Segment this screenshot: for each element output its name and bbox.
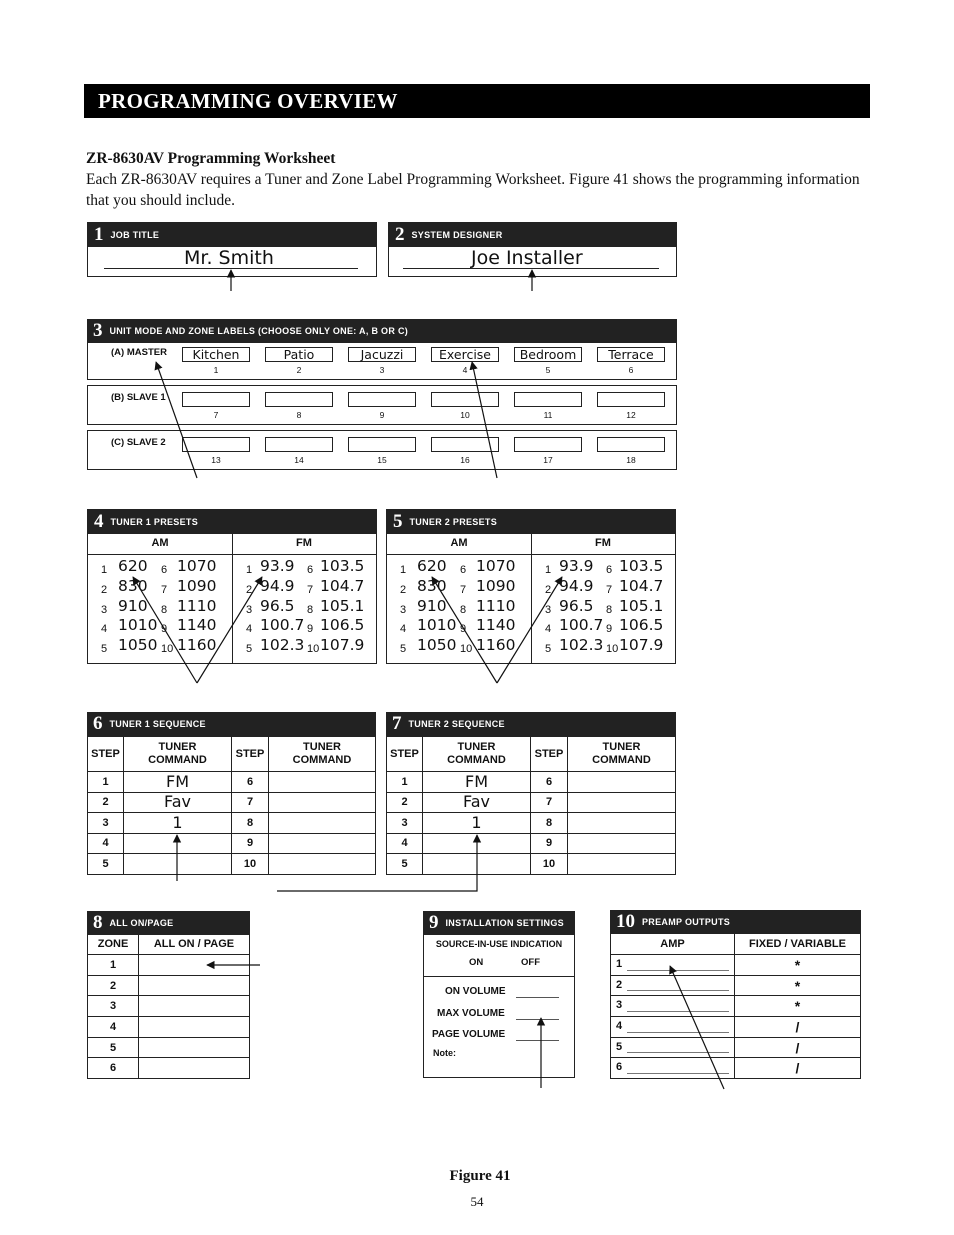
zone-number: 3 xyxy=(379,365,385,375)
master-label: (A) MASTER xyxy=(111,347,167,358)
preset-number: 9 xyxy=(460,623,467,636)
preset-value[interactable]: 1160 xyxy=(177,636,217,655)
step-number: 2 xyxy=(387,792,423,813)
zone-number: 15 xyxy=(377,455,387,465)
preset-number: 3 xyxy=(400,603,407,616)
zone-number: 18 xyxy=(626,455,636,465)
amp-number: 1 xyxy=(616,958,623,970)
preset-value[interactable]: 830 xyxy=(118,576,148,595)
step-number: 7 xyxy=(232,792,269,813)
preset-value[interactable]: 620 xyxy=(417,557,447,575)
preset-value[interactable]: 94.9 xyxy=(559,576,594,595)
on-volume-label: ON VOLUME xyxy=(445,986,506,997)
preset-value[interactable]: 1070 xyxy=(177,557,217,575)
zone-label-box[interactable]: Jacuzzi xyxy=(348,347,416,362)
section-number: 3 xyxy=(93,320,103,341)
zone-number: 9 xyxy=(379,410,385,420)
tuner-command-cell[interactable]: FM xyxy=(423,772,531,793)
step-number: 6 xyxy=(531,772,568,793)
section-number: 5 xyxy=(393,511,403,532)
amp-number: 6 xyxy=(616,1061,623,1074)
arrow-t2-fm xyxy=(497,577,562,683)
zone-label-box[interactable]: Terrace xyxy=(597,347,665,362)
tuner-command-cell[interactable]: FM xyxy=(124,772,232,793)
zone-number: 6 xyxy=(628,365,634,375)
preset-number: 10 xyxy=(161,643,174,656)
tuner1-am-label: AM xyxy=(151,537,169,549)
preset-number: 10 xyxy=(606,643,619,656)
note-label: Note: xyxy=(433,1048,456,1058)
preset-number: 9 xyxy=(606,623,613,636)
zone-number: 7 xyxy=(213,410,219,420)
tuner-command-cell[interactable]: Fav xyxy=(423,792,531,813)
step-header: STEP xyxy=(232,737,269,772)
step-number: 1 xyxy=(387,772,423,793)
amp-number: 5 xyxy=(616,1040,623,1053)
preset-value[interactable]: 107.9 xyxy=(320,636,365,655)
preset-number: 8 xyxy=(307,603,314,616)
zone-number: 8 xyxy=(296,410,302,420)
zone-number: 5 xyxy=(545,365,551,375)
preset-number: 2 xyxy=(101,583,108,596)
preset-value[interactable]: 105.1 xyxy=(619,596,664,615)
command-header-line2: COMMAND xyxy=(148,754,207,766)
section-number: 7 xyxy=(392,713,402,734)
tuner-command-cell[interactable]: Fav xyxy=(124,792,232,813)
arrow-master-label xyxy=(156,362,197,478)
tuner-command-cell[interactable]: 1 xyxy=(124,813,232,834)
preset-value[interactable]: 102.3 xyxy=(559,636,604,655)
section-number: 4 xyxy=(94,511,104,532)
step-header: STEP xyxy=(531,737,568,772)
preset-value[interactable]: 1010 xyxy=(118,616,158,635)
tuner1-fm-label: FM xyxy=(296,537,312,549)
preset-value[interactable]: 1140 xyxy=(476,616,516,635)
zone-number: 4 xyxy=(88,1017,139,1038)
preset-value[interactable]: 105.1 xyxy=(320,596,365,615)
figure-caption: Figure 41 xyxy=(449,1168,511,1184)
section-title: UNIT MODE AND ZONE LABELS (CHOOSE ONLY ONE: A, B OR C) xyxy=(109,326,409,336)
preset-number: 3 xyxy=(101,603,108,616)
preset-number: 2 xyxy=(246,583,253,596)
command-header-line1: TUNER xyxy=(602,741,641,753)
source-in-use-label: SOURCE-IN-USE INDICATION xyxy=(435,939,563,949)
off-option[interactable]: OFF xyxy=(521,957,540,968)
preset-number: 9 xyxy=(161,623,168,636)
section-title: TUNER 1 PRESETS xyxy=(110,517,199,527)
preset-number: 1 xyxy=(246,564,253,576)
section-number: 1 xyxy=(94,224,104,245)
preset-number: 10 xyxy=(460,643,473,656)
preset-value[interactable]: 1110 xyxy=(177,596,217,615)
amp-number: 2 xyxy=(616,978,623,991)
zone-label-box[interactable]: Exercise xyxy=(431,347,499,362)
preset-number: 5 xyxy=(246,643,253,656)
section-number: 2 xyxy=(395,224,405,245)
fixed-variable-cell[interactable]: / xyxy=(735,1017,861,1038)
section-title: INSTALLATION SETTINGS xyxy=(445,918,564,928)
preset-value[interactable]: 620 xyxy=(118,557,148,575)
amp-number: 4 xyxy=(616,1020,623,1033)
preset-number: 4 xyxy=(545,623,552,636)
preset-number: 5 xyxy=(400,643,407,656)
zone-number: 2 xyxy=(296,365,302,375)
zone-number: 11 xyxy=(543,410,553,420)
command-header-line2: COMMAND xyxy=(292,754,352,766)
step-number: 4 xyxy=(88,833,124,854)
preset-value[interactable]: 1010 xyxy=(417,616,457,635)
step-number: 3 xyxy=(88,813,124,834)
preset-number: 8 xyxy=(606,603,613,616)
preset-value[interactable]: 103.5 xyxy=(619,557,664,575)
command-header-line2: COMMAND xyxy=(592,754,651,766)
preset-number: 5 xyxy=(101,643,108,656)
preset-value[interactable]: 830 xyxy=(417,576,447,595)
preset-value[interactable]: 1090 xyxy=(177,576,217,595)
preset-number: 6 xyxy=(161,564,168,576)
zone-number: 10 xyxy=(460,410,470,420)
preset-value[interactable]: 102.3 xyxy=(260,636,305,655)
preset-number: 1 xyxy=(400,564,407,576)
arrow-zone-label xyxy=(472,362,497,478)
slave2-label: (C) SLAVE 2 xyxy=(111,437,166,448)
max-volume-label: MAX VOLUME xyxy=(437,1008,505,1019)
step-header: STEP xyxy=(88,737,124,772)
fixed-variable-cell[interactable]: / xyxy=(735,1037,861,1058)
arrow-seq2 xyxy=(277,835,477,891)
slave1-label: (B) SLAVE 1 xyxy=(111,392,166,403)
zone-number: 4 xyxy=(462,365,468,375)
worksheet-title: ZR-8630AV Programming Worksheet xyxy=(86,150,336,167)
step-number: 8 xyxy=(531,813,568,834)
step-number: 5 xyxy=(387,854,423,875)
zone-number: 14 xyxy=(294,455,304,465)
preset-number: 6 xyxy=(606,564,613,576)
arrow-preamp xyxy=(670,966,724,1089)
section-title: SYSTEM DESIGNER xyxy=(411,230,503,240)
zone-number: 12 xyxy=(626,410,636,420)
section-number: 10 xyxy=(616,911,635,932)
zone-number: 16 xyxy=(460,455,470,465)
zone-number: 5 xyxy=(88,1037,139,1058)
preset-number: 7 xyxy=(606,583,613,596)
preset-value[interactable]: 106.5 xyxy=(619,616,664,635)
tuner2-am-label: AM xyxy=(450,537,468,549)
preset-value[interactable]: 93.9 xyxy=(260,557,295,575)
preset-number: 10 xyxy=(307,643,320,656)
command-header-line1: TUNER xyxy=(158,741,197,753)
preset-value[interactable]: 96.5 xyxy=(559,596,594,615)
zone-number: 13 xyxy=(211,455,221,465)
preset-value[interactable]: 1090 xyxy=(476,576,516,595)
step-number: 2 xyxy=(88,792,124,813)
all-on-page-column-header: ALL ON / PAGE xyxy=(139,933,250,955)
step-header: STEP xyxy=(387,737,423,772)
preset-number: 3 xyxy=(545,603,552,616)
section-title: TUNER 2 PRESETS xyxy=(409,517,498,527)
page-banner: PROGRAMMING OVERVIEW xyxy=(84,84,870,118)
intro-paragraph: Each ZR-8630AV requires a Tuner and Zone Label Programming Worksheet. Figure 41 shows the programming information that you should include. xyxy=(86,171,860,209)
preset-number: 2 xyxy=(400,583,407,596)
zone-label-box[interactable]: Patio xyxy=(265,347,333,362)
step-number: 5 xyxy=(88,854,124,875)
command-header-line2: COMMAND xyxy=(447,754,506,766)
section-title: JOB TITLE xyxy=(110,230,160,240)
fixed-variable-cell[interactable]: * xyxy=(735,955,861,976)
section-number: 9 xyxy=(429,912,439,933)
preset-value[interactable]: 104.7 xyxy=(320,576,365,595)
preset-value[interactable]: 910 xyxy=(118,596,148,615)
preset-value[interactable]: 107.9 xyxy=(619,636,664,655)
preset-value[interactable]: 1050 xyxy=(118,636,158,655)
step-number: 10 xyxy=(531,854,568,875)
section-number: 6 xyxy=(93,713,103,734)
step-number: 9 xyxy=(531,833,568,854)
arrow-t1-fm xyxy=(197,577,262,683)
fixed-variable-cell[interactable]: * xyxy=(735,975,861,996)
step-number: 8 xyxy=(232,813,269,834)
section-title: PREAMP OUTPUTS xyxy=(642,917,731,927)
preset-number: 4 xyxy=(246,623,253,636)
zone-label-box[interactable]: Bedroom xyxy=(514,347,582,362)
preset-value[interactable]: 1070 xyxy=(476,557,516,575)
zone-column-header: ZONE xyxy=(88,933,139,955)
step-number: 6 xyxy=(232,772,269,793)
preset-value[interactable]: 1140 xyxy=(177,616,217,635)
preset-number: 5 xyxy=(545,643,552,656)
preset-value[interactable]: 100.7 xyxy=(260,616,305,635)
preset-value[interactable]: 104.7 xyxy=(619,576,664,595)
command-header-line1: TUNER xyxy=(457,741,496,753)
section-title: ALL ON/PAGE xyxy=(109,918,174,928)
arrow-t2-am xyxy=(432,577,497,683)
zone-number: 6 xyxy=(88,1058,139,1079)
zone-number: 1 xyxy=(88,955,139,976)
system-designer-value[interactable]: Joe Installer xyxy=(471,247,583,269)
preset-number: 4 xyxy=(400,623,407,636)
command-header-line1: TUNER xyxy=(303,741,341,753)
step-number: 10 xyxy=(232,854,269,875)
preset-value[interactable]: 93.9 xyxy=(559,557,594,575)
preset-value[interactable]: 1050 xyxy=(417,636,457,655)
preset-value[interactable]: 1160 xyxy=(476,636,516,655)
zone-number: 1 xyxy=(213,365,219,375)
preset-value[interactable]: 94.9 xyxy=(260,576,295,595)
page-volume-label: PAGE VOLUME xyxy=(432,1029,506,1040)
preset-number: 1 xyxy=(545,564,552,576)
amp-number: 3 xyxy=(616,999,623,1012)
fixed-variable-cell[interactable]: * xyxy=(735,996,861,1017)
preset-number: 3 xyxy=(246,603,253,616)
preset-number: 2 xyxy=(545,583,552,596)
preset-number: 4 xyxy=(101,623,108,636)
preset-value[interactable]: 106.5 xyxy=(320,616,365,635)
preset-value[interactable]: 103.5 xyxy=(320,557,365,575)
step-number: 1 xyxy=(88,772,124,793)
section-title: TUNER 2 SEQUENCE xyxy=(408,719,505,729)
preset-number: 8 xyxy=(460,603,467,616)
zone-number: 2 xyxy=(88,975,139,996)
preset-number: 7 xyxy=(161,583,168,596)
step-number: 4 xyxy=(387,833,423,854)
preset-value[interactable]: 1110 xyxy=(476,596,516,615)
job-title-value[interactable]: Mr. Smith xyxy=(184,247,274,269)
section-title: TUNER 1 SEQUENCE xyxy=(109,719,206,729)
step-number: 9 xyxy=(232,833,269,854)
zone-number: 17 xyxy=(543,455,553,465)
zone-number: 3 xyxy=(88,996,139,1017)
step-number: 7 xyxy=(531,792,568,813)
preset-number: 7 xyxy=(460,583,467,596)
fixed-variable-cell[interactable]: / xyxy=(735,1058,861,1079)
tuner2-fm-label: FM xyxy=(595,537,611,549)
preset-value[interactable]: 96.5 xyxy=(260,596,295,615)
zone-label-box[interactable]: Kitchen xyxy=(182,347,250,362)
step-number: 3 xyxy=(387,813,423,834)
section-number: 8 xyxy=(93,912,103,933)
preset-value[interactable]: 100.7 xyxy=(559,616,604,635)
fixed-variable-column-header: FIXED / VARIABLE xyxy=(735,933,861,955)
preset-number: 9 xyxy=(307,623,314,636)
preset-number: 6 xyxy=(460,564,467,576)
page-number: 54 xyxy=(470,1194,484,1209)
amp-column-header: AMP xyxy=(611,933,735,955)
preset-number: 7 xyxy=(307,583,314,596)
tuner-command-cell[interactable]: 1 xyxy=(423,813,531,834)
on-option[interactable]: ON xyxy=(469,957,484,968)
preset-number: 8 xyxy=(161,603,168,616)
arrow-t1-am xyxy=(133,577,197,683)
preset-number: 6 xyxy=(307,564,314,576)
preset-value[interactable]: 910 xyxy=(417,596,447,615)
preset-number: 1 xyxy=(101,564,108,576)
